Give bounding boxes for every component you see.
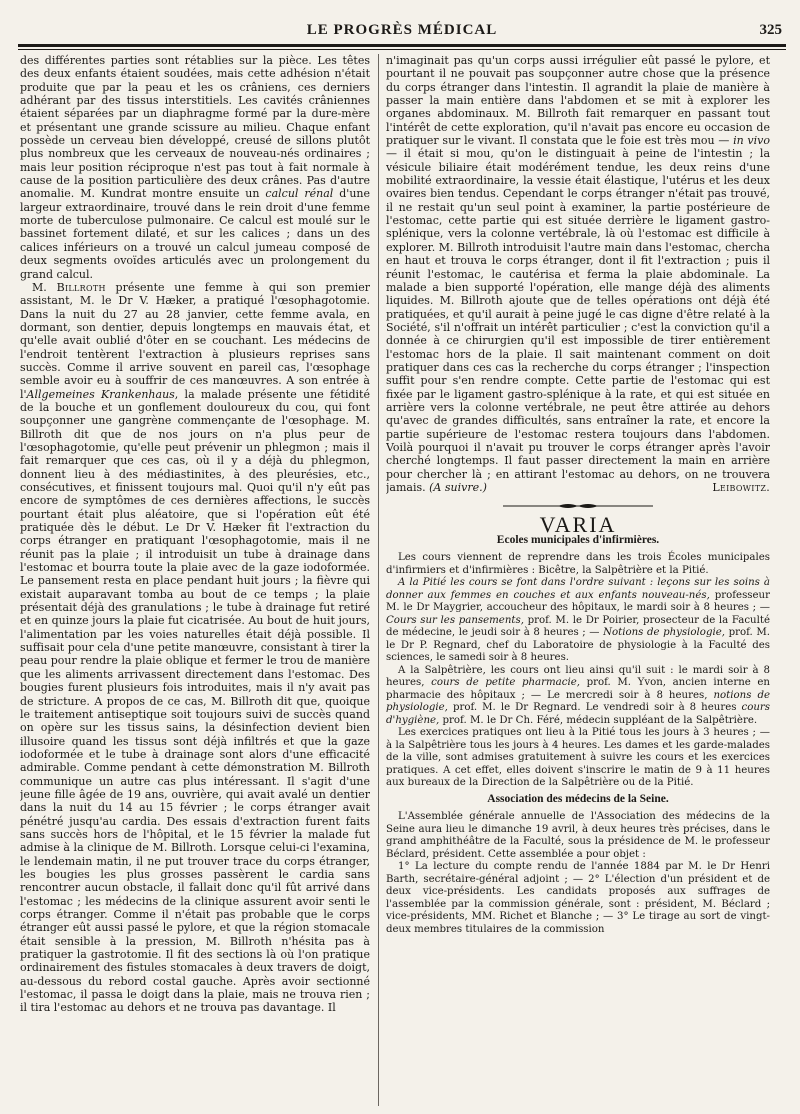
paragraph-billroth: M. Billroth présente une femme à qui son premier assistant, M. le Dr V. Hæker, a pratiqué l'œsophagotomie. Dans la nuit du 27 au 28 janvier, cette femme avala, en dormant, son dentier, depuis longtemps en mauvais état, et qu'elle avait oublié d'ôter en se couchant. Les médecins de l'endroit tentèrent l'extraction à plusieurs reprises sans succès. Comme il arrive souvent en pareil cas, l'œsophage semble avoir eu à souffrir de ces manœuvres. A son entrée à l'Allgemeines Krankenhaus, la malade présente une fétidité de la bouche et un gonflement douloureux du cou, qui font soupçonner une gangrène commençante de l'œsophage. M. Billroth dit que de nos jours on n'a plus peur de l'œsophagotomie, qu'elle peut prévenir un phlegmon ; mais il fait remarquer que ces cas, où il y a déjà du phlegmon, donnent lieu à des médiastinites, à des pleurésies, etc., consécutives, et finissent toujours mal. Quoi qu'il n'y eût pas encore de symptômes de ces dernières affections, le succès pourtant était plus aléatoire, que si l'opération eût été pratiquée dès le début. Le Dr V. Hæker fit l'extraction du corps étranger en pratiquant l'œsophagotomie, mais il ne réunit pas la plaie ; il introduisit un tube à drainage dans l'estomac et bourra toute la plaie avec de la gaze iodoformée. Le pansement resta en place pendant huit jours ; la fièvre qui existait auparavant tomba au bout de ce temps ; la plaie présentait déjà des granulations ; le tube à drainage fut retiré et en quinze jours la plaie fut cicatrisée. Au bout de huit jours, l'alimentation par les voies naturelles était déjà possible. Il suffisait pour cela d'une petite manœuvre, consistant à tirer la peau pour rendre la plaie oblique et fermer le trou de manière que les aliments arrivassent directement dans l'estomac. Des bougies furent plusieurs fois introduites, mais il n'y avait pas de stricture. A propos de ce cas, M. Billroth dit que, quoique le traitement antiseptique soit toujours suivi de succès quand on opère sur les tissus sains, la désinfection devient bien illusoire quand les tissus sont déjà infiltrés et que la gaze iodoformée et le tube à drainage sont alors d'une efficacité admirable. Comme pendant à cette démonstration M. Billroth communique un autre cas plus intéressant. Il s'agit d'une jeune fille âgée de 19 ans, ouvrière, qui avait avalé un dentier dans la nuit du 14 au 15 février ; le corps étranger avait pénétré jusqu'au cardia. Des essais d'extraction furent faits sans succès hors de l'hôpital, et le 15 février la malade fut admise à la clinique de M. Billroth. Lorsque celui-ci l'examina, le lendemain matin, il ne put trouver trace du corps étranger, les bougies les plus grosses passèrent le cardia sans rencontrer aucun obstacle, il fallait donc qu'il fût arrivé dans l'estomac ; les médecins de la clinique assurent avoir senti le corps étranger. Comme il n'était pas probable que le corps étranger eût aussi passé le pylore, et que la région stomacale était sensible à la pression, M. Billroth n'hésita pas à pratiquer la gastrotomie. Il fit des sections là où l'on pratique ordinairement des fistules stomacales à deux travers de doigt, au-dessous du rebord costal gauche. Après avoir sectionné l'estomac, il passa le doigt dans la plaie, mais ne trouva rien ; il tira l'estomac au dehors et ne trouva pas davantage. Il [20, 280, 370, 1015]
journal-title: LE PROGRÈS MÉDICAL [306, 22, 498, 38]
paragraph-kundrat: des différentes parties sont rétablies sur la pièce. Les têtes des deux enfants étaient soudées, mais cette adhésion n'était produite que par la peau et les os crâniens, ces derniers adhérant par des tissus interstitiels. Les cavités crâniennes étaient séparées par un diaphragme formé par la dure-mère et présentant une grande scissure au milieu. Chaque enfant possède un cerveau bien développé, creusé de sillons plutôt plus nombreux que les cerveaux de nouveau-nés ordinaires ; mais leur position réciproque n'est pas tout à fait normale à cause de la position particulière des deux crânes. Pas d'autre anomalie. M. Kundrat montre ensuite un calcul rénal d'une largeur extraordinaire, trouvé dans le rein droit d'une femme morte de tuberculose pulmonaire. Ce calcul est moulé sur le bassinet fortement dilaté, et sur les calices ; dans un des calices inférieurs on a trouvé un calcul jumeau composé de deux segments ovoïdes articulés avec un prolongement du grand calcul. [20, 54, 370, 281]
header-rule-thick [18, 44, 786, 47]
paragraph-continuation: n'imaginait pas qu'un corps aussi irrégulier eût passé le pylore, et pourtant il ne pouvait pas soupçonner autre chose que la présence du corps étranger dans l'intestin. Il agrandit la plaie de manière à passer la main entière dans l'abdomen et se mit à explorer les organes abdominaux. M. Billroth fait remarquer en passant tout l'intérêt de cette exploration, qu'il n'avait pas encore eu occasion de pratiquer sur le vivant. Il constata que le foie est très mou — in vivo — il était si mou, qu'on le distinguait à peine de l'intestin ; la vésicule biliaire était modérément tendue, les deux reins d'une mobilité extraordinaire, la vessie était élastique, l'utérus et les deux ovaires bien tendus. Cependant le corps étranger n'était pas trouvé, il ne restait qu'un seul point à examiner, la partie postérieure de l'estomac, cette partie qui est située derrière le ligament gastro-splénique, vers la colonne vertébrale, là où l'estomac est difficile à explorer. M. Billroth introduisit l'autre main dans l'estomac, chercha en haut et trouva le corps étranger, dont il fit l'extraction ; puis il réunit l'estomac, le cautérisa et ferma la plaie abdominale. La malade a bien supporté l'opération, elle mange déjà des aliments liquides. M. Billroth ajoute que de telles opérations ont déjà été pratiquées, et qu'il aurait à peine jugé le cas digne d'être relaté à la Société, s'il n'offrait un intérêt particulier ; c'est la conviction qu'il a donnée à ce chirurgien qu'il est impossible de tirer entièrement l'estomac hors de la plaie. Il sait maintenant comment on doit pratiquer dans ces cas la recherche du corps étranger ; l'inspection suffit pour s'en rendre compte. Cette partie de l'estomac qui est fixée par le ligament gastro-splénique à la rate, et qui est située en arrière vers la colonne vertébrale, ne peut être attirée au dehors qu'avec de grandes difficultés, sans entraîner la rate, et encore la partie supérieure de l'estomac restera toujours dans l'abdomen. Voilà pourquoi il n'avait pu trouver le corps étranger après l'avoir cherché longtemps. Il faut passer directement la main en arrière pour chercher là ; en attirant l'estomac au dehors, on ne trouvera jamais. (A suivre.) Leibowitz. [386, 54, 770, 494]
author-signature: Leibowitz. [712, 481, 770, 494]
column-divider [378, 54, 379, 1106]
paragraph-ecoles-intro: Les cours viennent de reprendre dans les trois Écoles municipales d'infirmiers et d'infirmières : Bicêtre, la Salpêtrière et la Pitié. [386, 552, 770, 576]
header-rule-thin [18, 49, 786, 50]
subheading-association: Association des médecins de la Seine. [487, 792, 669, 805]
left-column [20, 54, 370, 1104]
paragraph-salpetriere: A la Salpêtrière, les cours ont lieu ainsi qu'il suit : le mardi soir à 8 heures, cours de petite pharmacie, prof. M. Yvon, ancien interne en pharmacie des hôpitaux ; — Le mercredi soir à 8 heures, notions de physiologie, prof. M. le Dr Regnard. Le vendredi soir à 8 heures cours d'hygiène, prof. M. le Dr Ch. Féré, médecin suppléant de la Salpêtrière. [386, 664, 770, 726]
subheading-ecoles: Ecoles municipales d'infirmières. [496, 534, 660, 547]
right-column [386, 54, 770, 1104]
paragraph-assemblee: L'Assemblée générale annuelle de l'Association des médecins de la Seine aura lieu le dimanche 19 avril, à deux heures très précises, dans le grand amphithéâtre de la Faculté, sous la présidence de M. le professeur Béclard, président. Cette assemblée a pour objet : [386, 811, 770, 860]
page-header [18, 20, 786, 46]
paragraph-ordre-du-jour: 1° La lecture du compte rendu de l'année 1884 par M. le Dr Henri Barth, secrétaire-général adjoint ; — 2° L'élection d'un président et de deux vice-présidents. Les candidats proposés aux suffrages de l'assemblée par la commission générale, sont : président, M. Béclard ; vice-présidents, MM. Richet et Blanche ; — 3° Le tirage au sort de vingt-deux membres titulaires de la commission [386, 861, 770, 935]
page-number: 325 [759, 22, 782, 38]
varia-heading: VARIA [539, 511, 617, 537]
paragraph-exercices: Les exercices pratiques ont lieu à la Pitié tous les jours à 3 heures ; — à la Salpêtrière tous les jours à 4 heures. Les dames et les garde-malades de la ville, sont admises gratuitement à suivre les cours et les exercices pratiques. A cet effet, elles doivent s'inscrire le matin de 9 à 11 heures aux bureaux de la Direction de la Salpêtrière ou de la Pitié. [386, 727, 770, 789]
paragraph-pitie: A la Pitié les cours se font dans l'ordre suivant : leçons sur les soins à donner aux femmes en couches et aux enfants nouveau-nés, professeur M. le Dr Maygrier, accoucheur des hôpitaux, le mardi soir à 8 heures ; — Cours sur les pansements, prof. M. le Dr Poirier, prosecteur de la Faculté de médecine, le jeudi soir à 8 heures ; — Notions de physiologie, prof. M. le Dr P. Regnard, chef du Laboratoire de physiologie à la Faculté des sciences, le samedi soir à 8 heures. [386, 577, 770, 664]
